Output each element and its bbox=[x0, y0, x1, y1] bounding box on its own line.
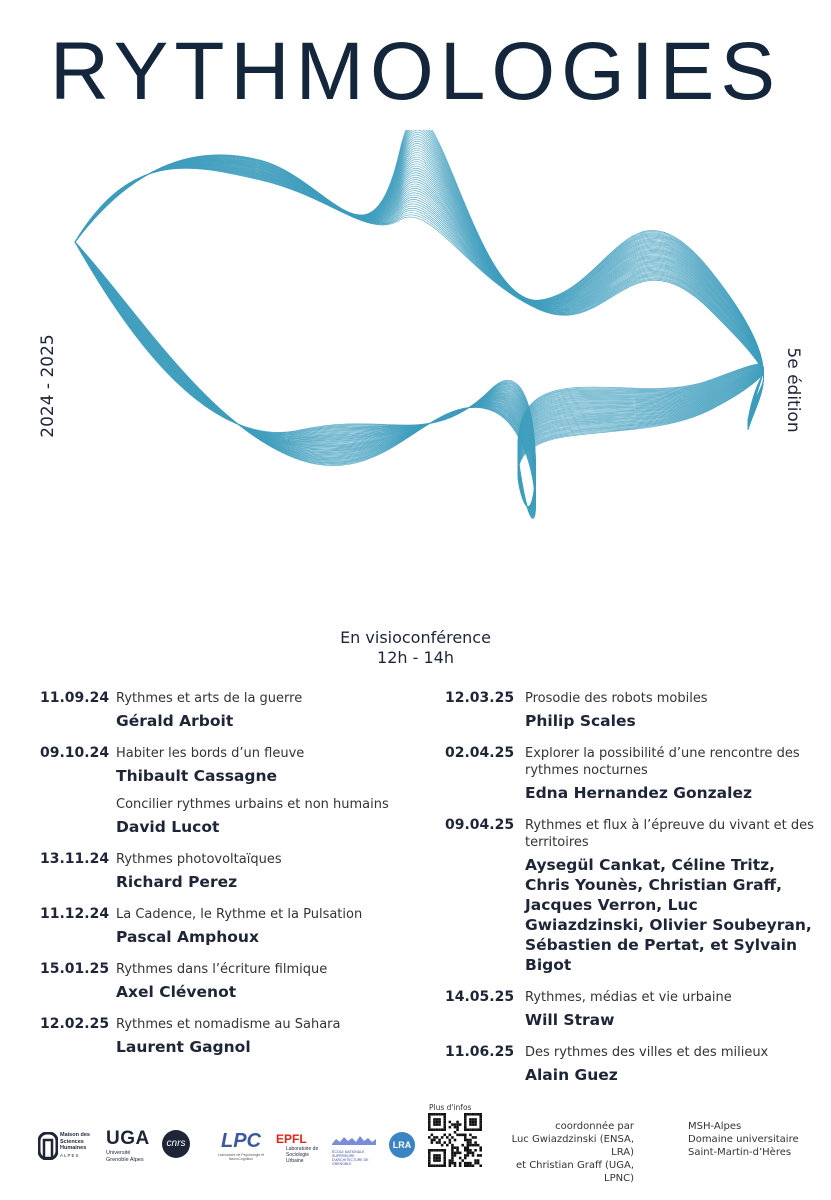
ensa-logo bbox=[332, 1132, 376, 1166]
lpnc-logo-text: LPC bbox=[221, 1130, 261, 1152]
event-topic: Rythmes et nomadisme au Sahara bbox=[116, 1017, 341, 1032]
coordination-block bbox=[488, 1120, 634, 1185]
wave-strand bbox=[75, 242, 764, 509]
epfl-logo-text: EPFL bbox=[276, 1132, 307, 1146]
event-date: 09.04.25 bbox=[445, 817, 515, 833]
event-topic: Rythmes dans l’écriture filmique bbox=[116, 962, 328, 977]
event-date: 15.01.25 bbox=[40, 961, 110, 977]
event-date: 14.05.25 bbox=[445, 989, 515, 1005]
program-right-column bbox=[445, 690, 815, 1099]
wave-strand bbox=[75, 163, 764, 424]
event-date: 09.10.24 bbox=[40, 745, 110, 761]
event-speaker: Aysegül Cankat, Céline Tritz, Chris Younès, Christian Graff, Jacques Verron, Luc Gwiazdzinski, Olivier Soubeyran, Sébastien de Pertat, et Sylvain Bigot bbox=[525, 856, 812, 974]
lpnc-logo bbox=[215, 1130, 267, 1162]
wave-strand bbox=[75, 130, 764, 430]
event-speaker: Will Straw bbox=[525, 1011, 615, 1029]
wave-strand bbox=[75, 155, 764, 426]
event-topic: Explorer la possibilité d’une rencontre des rythmes nocturnes bbox=[525, 746, 800, 778]
wave-strand bbox=[75, 146, 764, 427]
event-topic: Habiter les bords d’un fleuve bbox=[116, 746, 305, 761]
wave-strand bbox=[75, 163, 764, 425]
msh-logo-text: Maison des Sciences Humaines bbox=[60, 1132, 90, 1151]
venue-block bbox=[688, 1120, 828, 1159]
qr-code-icon[interactable] bbox=[428, 1113, 482, 1167]
event-speaker: Pascal Amphoux bbox=[116, 928, 259, 946]
event-speaker: Axel Clévenot bbox=[116, 983, 237, 1001]
hours-label: 12h - 14h bbox=[377, 648, 454, 667]
event-date: 11.09.24 bbox=[40, 690, 110, 706]
event-speaker: Edna Hernandez Gonzalez bbox=[525, 784, 752, 802]
ensa-skyline-icon bbox=[332, 1135, 376, 1145]
msh-emblem-icon bbox=[38, 1132, 58, 1160]
event-speaker: Philip Scales bbox=[525, 712, 636, 730]
wave-strand bbox=[75, 162, 764, 426]
uga-logo-sub: Université Grenoble Alpes bbox=[106, 1150, 144, 1163]
program-entry bbox=[40, 745, 420, 837]
wave-strand bbox=[75, 162, 764, 425]
wave-strand bbox=[75, 163, 764, 425]
program-entry bbox=[445, 745, 815, 803]
event-speaker: David Lucot bbox=[116, 818, 220, 836]
uga-logo-text: UGA bbox=[106, 1128, 150, 1149]
event-topic: Concilier rythmes urbains et non humains bbox=[116, 797, 389, 812]
event-date: 02.04.25 bbox=[445, 745, 515, 761]
event-speaker: Gérald Arboit bbox=[116, 712, 234, 730]
program-entry bbox=[40, 690, 420, 731]
event-speaker: Thibault Cassagne bbox=[116, 767, 278, 785]
cnrs-logo bbox=[162, 1130, 190, 1158]
qr-label: Plus d'infos bbox=[429, 1103, 472, 1112]
poster-title: RYTHMOLOGIES bbox=[49, 26, 782, 117]
mode-label: En visioconférence bbox=[340, 628, 491, 647]
epfl-logo bbox=[276, 1132, 326, 1166]
program-entry bbox=[40, 906, 420, 947]
ribbon-wave-graphic bbox=[70, 130, 770, 610]
event-topic: Rythmes et arts de la guerre bbox=[116, 691, 303, 706]
wave-strand bbox=[75, 159, 764, 425]
session-info bbox=[0, 628, 831, 668]
program-entry bbox=[40, 851, 420, 892]
program-entry bbox=[40, 1016, 420, 1057]
coord-line2: et Christian Graff (UGA, LPNC) bbox=[515, 1160, 634, 1184]
wave-strand bbox=[75, 162, 764, 425]
venue-line3: Saint-Martin-d’Hères bbox=[688, 1147, 792, 1158]
wave-strand bbox=[75, 165, 764, 423]
wave-strand bbox=[75, 165, 764, 424]
wave-strand bbox=[75, 141, 764, 427]
event-topic: La Cadence, le Rythme et la Pulsation bbox=[116, 907, 363, 922]
lra-logo bbox=[389, 1132, 415, 1158]
uga-logo bbox=[106, 1128, 156, 1162]
program-entry bbox=[445, 817, 815, 975]
venue-line2: Domaine universitaire bbox=[688, 1134, 799, 1145]
program-entry bbox=[445, 690, 815, 731]
event-topic: Rythmes et flux à l’épreuve du vivant et des territoires bbox=[525, 818, 814, 850]
event-date: 11.12.24 bbox=[40, 906, 110, 922]
event-speaker: Alain Guez bbox=[525, 1066, 618, 1084]
edition-label: 5e édition bbox=[783, 347, 803, 433]
event-topic: Prosodie des robots mobiles bbox=[525, 691, 708, 706]
footer bbox=[0, 1100, 831, 1190]
years-label: 2024 - 2025 bbox=[38, 334, 58, 438]
msh-logo bbox=[38, 1130, 90, 1162]
event-date: 13.11.24 bbox=[40, 851, 110, 867]
event-date: 12.03.25 bbox=[445, 690, 515, 706]
program-entry bbox=[445, 989, 815, 1030]
event-topic: Des rythmes des villes et des milieux bbox=[525, 1045, 769, 1060]
wave-strand bbox=[75, 130, 764, 430]
event-speaker: Richard Perez bbox=[116, 873, 238, 891]
cnrs-logo-text: cnrs bbox=[166, 1138, 186, 1149]
event-speaker: Laurent Gagnol bbox=[116, 1038, 251, 1056]
wave-strand bbox=[75, 144, 764, 428]
lpnc-logo-sub: Laboratoire de Psychologie et NeuroCognition bbox=[217, 1153, 265, 1161]
program-entry bbox=[445, 1044, 815, 1085]
lra-logo-text: LRA bbox=[392, 1140, 412, 1150]
wave-strand bbox=[75, 148, 764, 427]
ensa-logo-sub: ÉCOLE NATIONALE SUPÉRIEURE D'ARCHITECTURE DE GRENOBLE bbox=[332, 1150, 369, 1166]
coord-label: coordonnée par bbox=[555, 1121, 634, 1132]
epfl-logo-sub: Laboratoire de Sociologie Urbaine bbox=[286, 1146, 319, 1164]
event-topic: Rythmes photovoltaïques bbox=[116, 852, 282, 867]
coord-line1: Luc Gwiazdzinski (ENSA, LRA) bbox=[511, 1134, 634, 1158]
msh-logo-sub: ALPES bbox=[60, 1153, 80, 1158]
event-topic: Rythmes, médias et vie urbaine bbox=[525, 990, 732, 1005]
venue-line1: MSH-Alpes bbox=[688, 1121, 742, 1132]
event-date: 11.06.25 bbox=[445, 1044, 515, 1060]
wave-strand bbox=[75, 157, 764, 426]
event-date: 12.02.25 bbox=[40, 1016, 110, 1032]
program-left-column bbox=[40, 690, 420, 1071]
program-entry bbox=[40, 961, 420, 1002]
